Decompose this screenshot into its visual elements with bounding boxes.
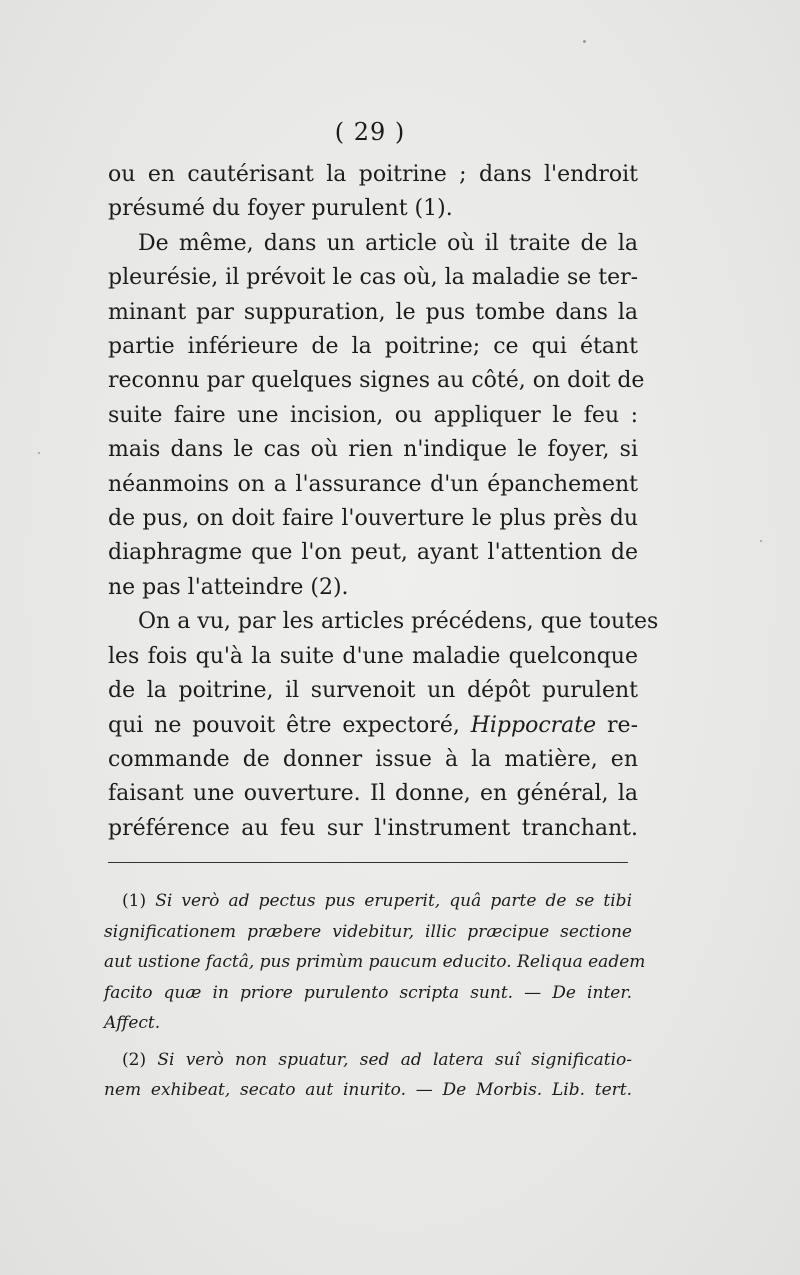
paper-speck — [38, 452, 40, 454]
footnotes — [104, 886, 646, 1106]
paper-speck — [583, 40, 586, 43]
page-number: ( 29 ) — [334, 118, 406, 146]
footnote-line — [104, 886, 632, 917]
text-line: présumé du foyer purulent (1). — [108, 196, 453, 222]
footnote-line: facito quæ in priore purulento scripta sunt. — De inter. — [104, 982, 632, 1003]
text-line: commande de donner issue à la matière, en — [108, 746, 638, 772]
paper-speck — [760, 540, 762, 542]
text-line: reconnu par quelques signes au côté, on doit de — [108, 368, 645, 394]
text-line: diaphragme que l'on peut, ayant l'attention de — [108, 540, 638, 566]
text-line: mais dans le cas où rien n'indique le foyer, si — [108, 437, 638, 463]
text-line: les fois qu'à la suite d'une maladie quelconque — [108, 643, 638, 669]
footnote-line: nem exhibeat, secato aut inurito. — De Morbis. Lib. tert. — [104, 1080, 632, 1100]
footnote-line: Affect. — [104, 1013, 161, 1033]
footnote-marker: (1) — [122, 891, 147, 911]
text-line: préférence au feu sur l'instrument tranchant. — [108, 815, 638, 841]
text-line: pleurésie, il prévoit le cas où, la maladie se ter- — [108, 265, 639, 291]
text-line: suite faire une incision, ou appliquer le feu : — [108, 402, 638, 428]
text-segment: re- — [607, 712, 639, 738]
footnote-line — [104, 1045, 632, 1076]
text-line: minant par suppuration, le pus tombe dans la — [108, 299, 638, 325]
footnote-marker: (2) — [122, 1049, 147, 1070]
footnote-text: Si verò non spuatur, sed ad latera suî significatio- — [157, 1049, 632, 1070]
text-line: de la poitrine, il survenoit un dépôt purulent — [108, 678, 638, 704]
text-line: néanmoins on a l'assurance d'un épanchement — [108, 471, 638, 497]
text-segment: qui ne pouvoit être expectoré, — [108, 712, 460, 738]
text-line-mixed — [108, 709, 638, 743]
text-line: ne pas l'atteindre (2). — [108, 574, 349, 600]
text-line: ou en cautérisant la poitrine ; dans l'endroit — [108, 162, 638, 187]
text-line: faisant une ouverture. Il donne, en général, la — [108, 781, 638, 807]
footnote-line: aut ustione factâ, pus primùm paucum educito. Reliqua eadem — [104, 952, 646, 972]
author-name-italic: Hippocrate — [470, 712, 597, 738]
footnote-line: significationem præbere videbitur, illic præcipue sectione — [104, 921, 632, 942]
footnote-text: Si verò ad pectus pus eruperit, quâ parte de se tibi — [155, 891, 633, 911]
text-line: partie inférieure de la poitrine; ce qui étant — [108, 334, 638, 360]
body-text — [108, 158, 659, 846]
footnote-divider — [108, 862, 628, 863]
text-line: De même, dans un article où il traite de la — [138, 230, 638, 256]
text-line: de pus, on doit faire l'ouverture le plus près du — [108, 506, 638, 532]
text-line: On a vu, par les articles précédens, que toutes — [138, 609, 659, 635]
